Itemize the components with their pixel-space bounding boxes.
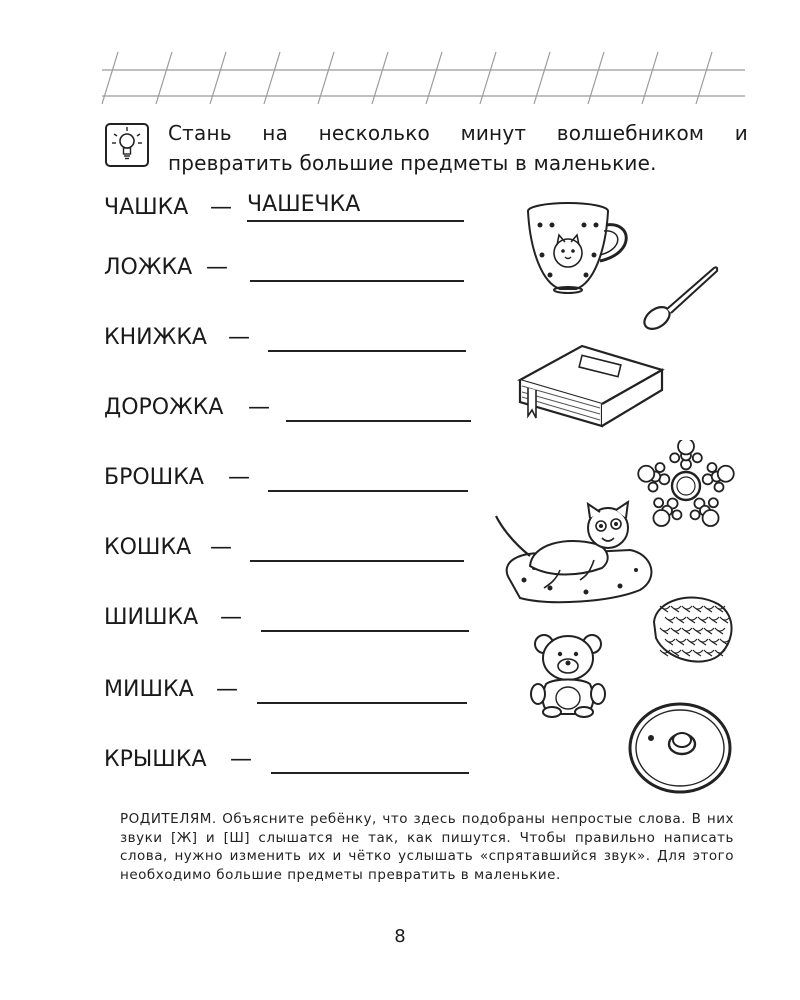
answer-field[interactable] — [250, 530, 464, 562]
word-label: КОШКА — [104, 535, 192, 560]
word-row-mishka — [104, 672, 467, 704]
word-label: МИШКА — [104, 677, 194, 702]
word-row-kryshka — [104, 742, 469, 774]
teddy-bear-icon — [528, 628, 608, 718]
word-label: ЧАШКА — [104, 195, 189, 220]
word-row-shishka — [104, 600, 469, 632]
word-label: КНИЖКА — [104, 325, 207, 350]
cat-on-pillow-icon — [490, 500, 660, 610]
dash: — — [228, 325, 250, 350]
cup-icon — [520, 195, 635, 300]
word-label: КРЫШКА — [104, 747, 207, 772]
dash: — — [248, 395, 270, 420]
page-number: 8 — [394, 926, 406, 947]
answer-field[interactable] — [261, 600, 469, 632]
answer-field[interactable] — [268, 460, 468, 492]
word-label: ЛОЖКА — [104, 255, 193, 280]
word-row-koshka — [104, 530, 464, 562]
word-row-dorozhka — [104, 390, 471, 422]
dash: — — [228, 465, 250, 490]
dash: — — [216, 677, 238, 702]
answer-field[interactable] — [286, 390, 471, 422]
word-row-lozhka — [104, 250, 464, 282]
word-row-broshka — [104, 460, 468, 492]
answer-field[interactable] — [268, 320, 466, 352]
dash: — — [206, 255, 228, 280]
answer-field[interactable] — [257, 672, 467, 704]
task-text: Стань на несколько минут волшебником и превратить большие предметы в маленькие. — [168, 121, 748, 175]
pine-cone-icon — [648, 592, 738, 670]
book-icon — [512, 340, 667, 430]
dash: — — [220, 605, 242, 630]
dash: — — [230, 747, 252, 772]
word-row-chashka — [104, 190, 464, 222]
word-label: ДОРОЖКА — [104, 395, 224, 420]
spoon-icon — [640, 262, 722, 334]
word-label: ШИШКА — [104, 605, 199, 630]
answer-field[interactable] — [250, 250, 464, 282]
answer-field[interactable]: ЧАШЕЧКА — [247, 190, 464, 222]
answer-field[interactable] — [271, 742, 469, 774]
lid-icon — [624, 696, 736, 798]
word-label: БРОШКА — [104, 465, 204, 490]
lightbulb-icon — [104, 122, 150, 168]
dash: — — [210, 195, 232, 220]
word-row-knizhka — [104, 320, 466, 352]
dash: — — [210, 535, 232, 560]
copybook-lines — [0, 0, 800, 110]
parents-note: РОДИТЕЛЯМ. Объясните ребёнку, что здесь подобраны непростые слова. В них звуки [Ж] и [Ш] слышатся не так, как пишутся. Чтобы правильно написать слова, нужно изменить их и чётко услышать «спрятавшийся звук». Для этого необходимо большие предметы превратить в маленькие. — [120, 811, 734, 883]
